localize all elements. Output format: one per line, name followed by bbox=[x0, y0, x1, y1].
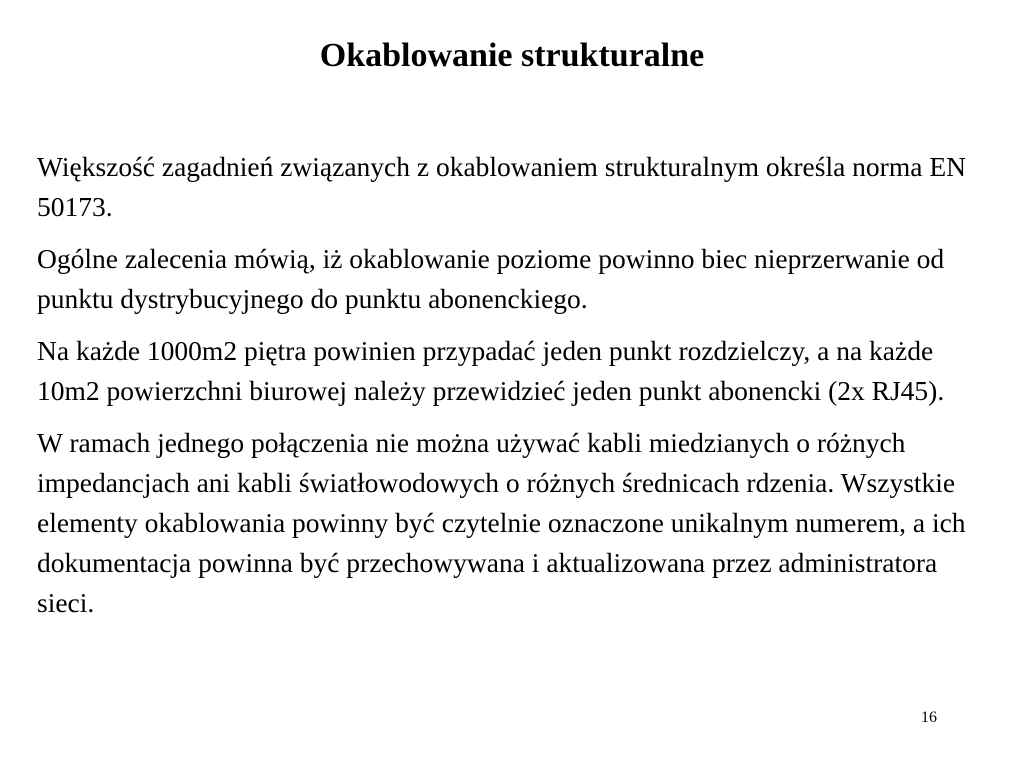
paragraph-distribution-points: Na każde 1000m2 piętra powinien przypadać jeden punkt rozdzielczy, a na każde 10m2 powierzchni biurowej należy przewidzieć jeden punkt abonencki (2x RJ45). bbox=[37, 335, 945, 406]
paragraph-cabling-rules: W ramach jednego połączenia nie można używać kabli miedzianych o różnych impedancjach ani kabli światłowodowych o różnych średnicach rdzenia. Wszystkie elementy okablowania powinny być czytelnie oznaczone unikalnym numerem, a ich dokumentacja powinna być przechowywana i aktualizowana przez administratora sieci. bbox=[37, 427, 966, 618]
page-number: 16 bbox=[921, 709, 937, 726]
slide-title: Okablowanie strukturalne bbox=[319, 37, 705, 74]
paragraph-recommendations: Ogólne zalecenia mówią, iż okablowanie poziome powinno biec nieprzerwanie od punktu dystrybucyjnego do punktu abonenckiego. bbox=[37, 243, 945, 314]
paragraph-norm: Większość zagadnień związanych z okablowaniem strukturalnym określa norma EN 50173. bbox=[37, 151, 966, 222]
slide-body bbox=[37, 147, 987, 635]
